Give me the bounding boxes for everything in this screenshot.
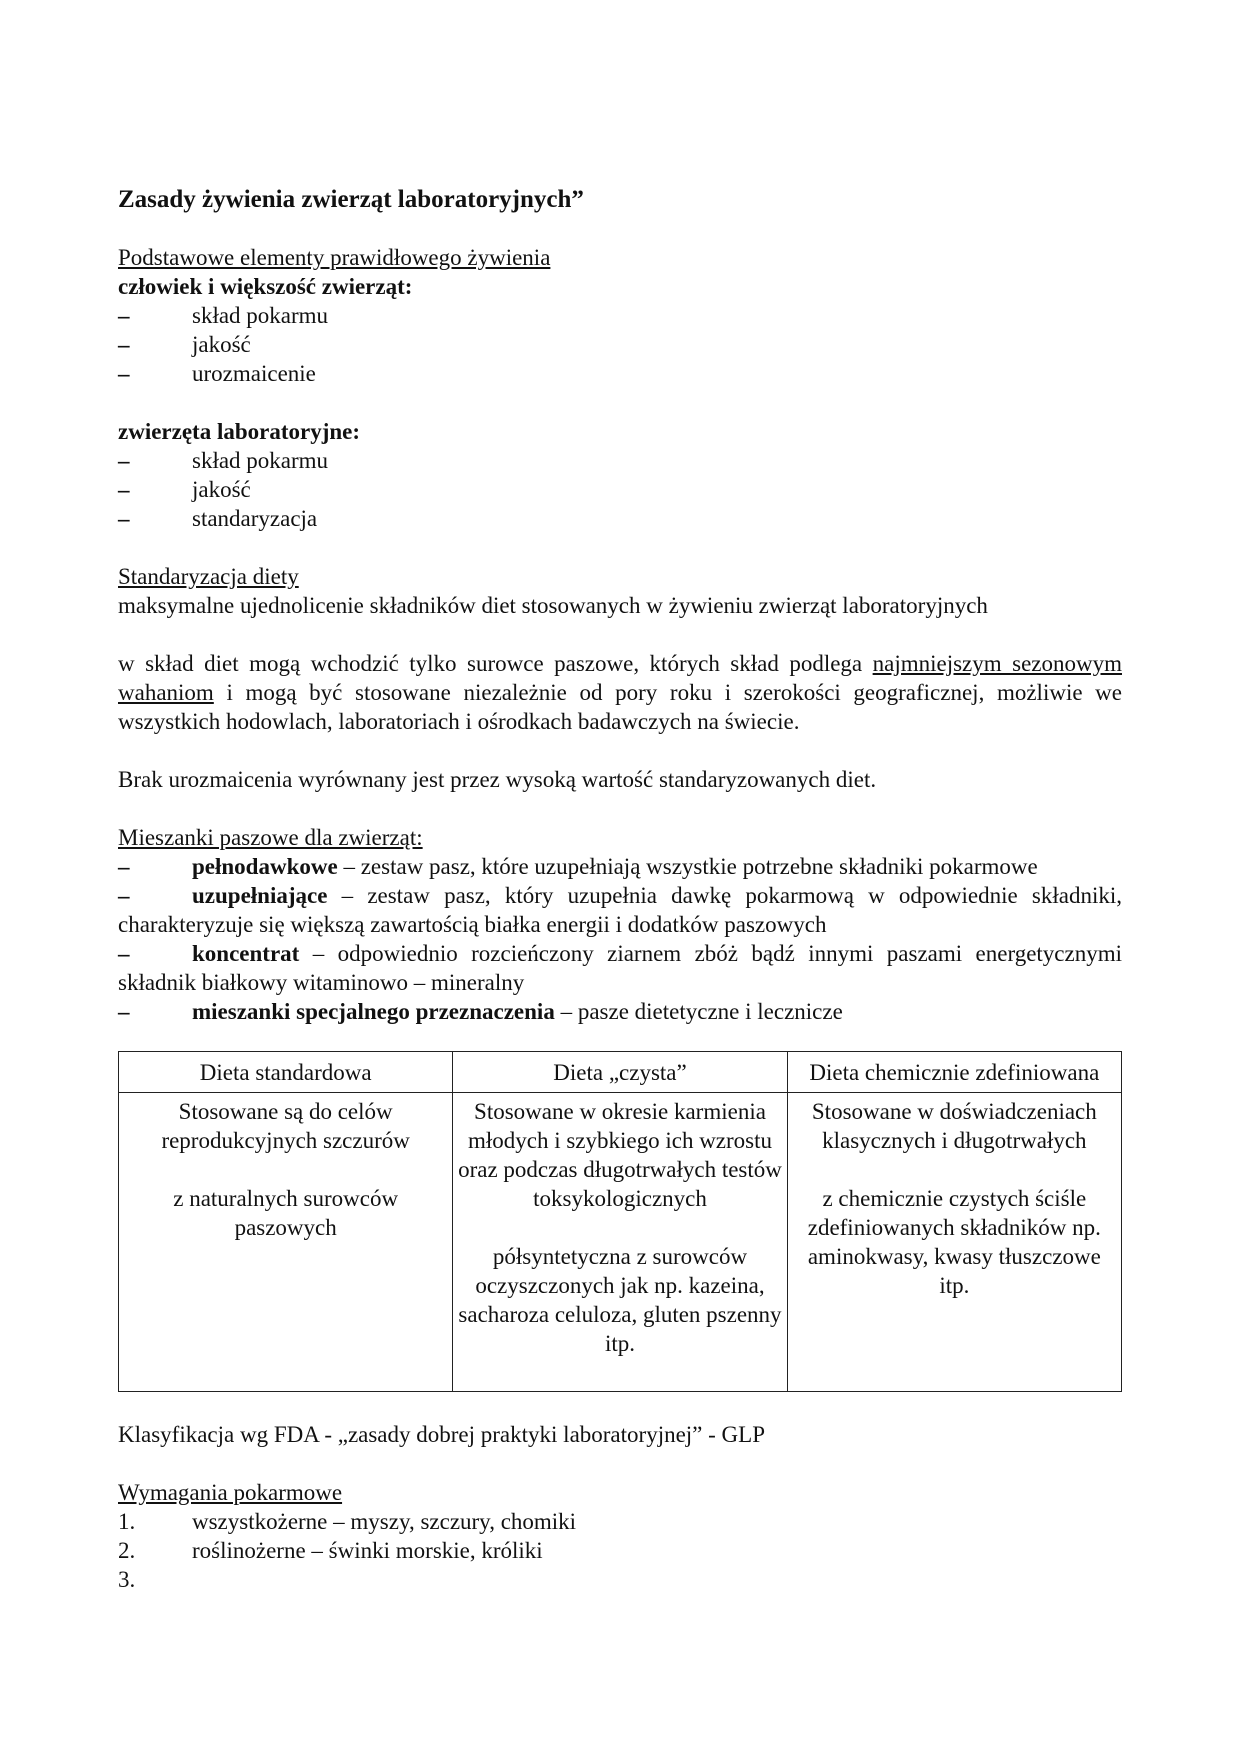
cell-text: Stosowane w doświadczeniach klasycznych i długotrwałych (811, 1099, 1097, 1153)
group-label-humans: człowiek i większość zwierząt: (118, 274, 413, 299)
list-item (118, 475, 1122, 504)
group-label-lab-animals: zwierzęta laboratoryjne: (118, 419, 361, 444)
section-heading-standardization: Standaryzacja diety (118, 564, 299, 589)
section-heading-basics: Podstawowe elementy prawidłowego żywienia (118, 245, 551, 270)
numbered-item (118, 1507, 1122, 1536)
list-item (118, 504, 1122, 533)
numbered-item-text (192, 1565, 1122, 1594)
term: pełnodawkowe (192, 854, 338, 879)
dash-marker: – (118, 999, 130, 1024)
numbered-item (118, 1536, 1122, 1565)
fda-classification: Klasyfikacja wg FDA - „zasady dobrej praktyki laboratoryjnej” - GLP (118, 1422, 765, 1447)
table-row (119, 1093, 1122, 1392)
list-item (118, 446, 1122, 475)
dash-marker: – (118, 332, 130, 357)
cell-text: z chemicznie czystych ściśle zdefiniowanych składników np. aminokwasy, kwasy tłuszczowe itp. (807, 1186, 1101, 1298)
table-header-cell: Dieta standardowa (119, 1052, 453, 1093)
list-item-text: standaryzacja (192, 506, 318, 531)
section-heading-feed-mixtures: Mieszanki paszowe dla zwierząt: (118, 825, 423, 850)
dash-marker: – (118, 303, 130, 328)
variety-note: Brak urozmaicenia wyrównany jest przez wysoką wartość standaryzowanych diet. (118, 767, 877, 792)
item-number: 2. (118, 1538, 136, 1563)
term: uzupełniające (192, 883, 328, 908)
table-cell-standard (119, 1093, 453, 1392)
diet-types-table (118, 1051, 1122, 1392)
list-item-text: urozmaicenie (192, 361, 316, 386)
document-title: Zasady żywienia zwierząt laboratoryjnych” (118, 186, 584, 213)
standardization-paragraph (118, 649, 1122, 736)
list-item (118, 939, 1122, 997)
paragraph-text: w skład diet mogą wchodzić tylko surowce paszowe, których skład podlega (118, 651, 873, 676)
cell-text: półsyntetyczna z surowców oczyszczonych jak np. kazeina, sacharoza celuloza, gluten pszenny itp. (458, 1244, 782, 1356)
list-item (118, 301, 1122, 330)
table-header-cell: Dieta chemicznie zdefiniowana (787, 1052, 1121, 1093)
cell-text: z naturalnych surowców paszowych (173, 1186, 399, 1240)
list-item-text: jakość (192, 477, 251, 502)
dash-marker: – (118, 506, 130, 531)
standardization-definition: maksymalne ujednolicenie składników diet stosowanych w żywieniu zwierząt laboratoryjnych (118, 593, 988, 618)
term: koncentrat (192, 941, 300, 966)
section-heading-requirements: Wymagania pokarmowe (118, 1480, 343, 1505)
term-description: – odpowiednio rozcieńczony ziarnem zbóż bądź innymi paszami energetycznymi składnik białkowy witaminowo – mineralny (118, 941, 1122, 995)
dash-marker: – (118, 854, 130, 879)
list-item (118, 852, 1122, 881)
paragraph-text: i mogą być stosowane niezależnie od pory roku i szerokości geograficznej, możliwie we wszystkich hodowlach, laboratoriach i ośrodkach badawczych na świecie. (118, 680, 1122, 734)
list-item (118, 359, 1122, 388)
table-header-cell: Dieta „czysta” (453, 1052, 787, 1093)
list-item-text: skład pokarmu (192, 448, 329, 473)
dash-marker: – (118, 361, 130, 386)
item-number: 3. (118, 1567, 136, 1592)
table-cell-pure (453, 1093, 787, 1392)
numbered-item-text: roślinożerne – świnki morskie, króliki (192, 1538, 543, 1563)
cell-text: Stosowane w okresie karmienia młodych i szybkiego ich wzrostu oraz podczas długotrwałych testów toksykologicznych (458, 1099, 782, 1211)
list-item-text: skład pokarmu (192, 303, 329, 328)
underlined-phrase: najmniejszym sezonowym wahaniom (118, 651, 1122, 705)
term: mieszanki specjalnego przeznaczenia (192, 999, 555, 1024)
numbered-item-text: wszystkożerne – myszy, szczury, chomiki (192, 1509, 577, 1534)
table-cell-chemical (787, 1093, 1121, 1392)
list-item (118, 997, 1122, 1026)
list-item-text: jakość (192, 332, 251, 357)
term-description: – pasze dietetyczne i lecznicze (554, 999, 843, 1024)
term-description: – zestaw pasz, które uzupełniają wszystkie potrzebne składniki pokarmowe (337, 854, 1038, 879)
document-page (118, 185, 1122, 1594)
dash-marker: – (118, 477, 130, 502)
cell-text: Stosowane są do celów reprodukcyjnych szczurów (161, 1099, 410, 1153)
term-description: – zestaw pasz, który uzupełnia dawkę pokarmową w odpowiednie składniki, charakteryzuje się większą zawartością białka energii i dodatków paszowych (118, 883, 1122, 937)
dash-marker: – (118, 941, 130, 966)
numbered-item (118, 1565, 1122, 1594)
item-number: 1. (118, 1509, 136, 1534)
dash-marker: – (118, 883, 130, 908)
list-item (118, 881, 1122, 939)
dash-marker: – (118, 448, 130, 473)
table-header-row (119, 1052, 1122, 1093)
list-item (118, 330, 1122, 359)
